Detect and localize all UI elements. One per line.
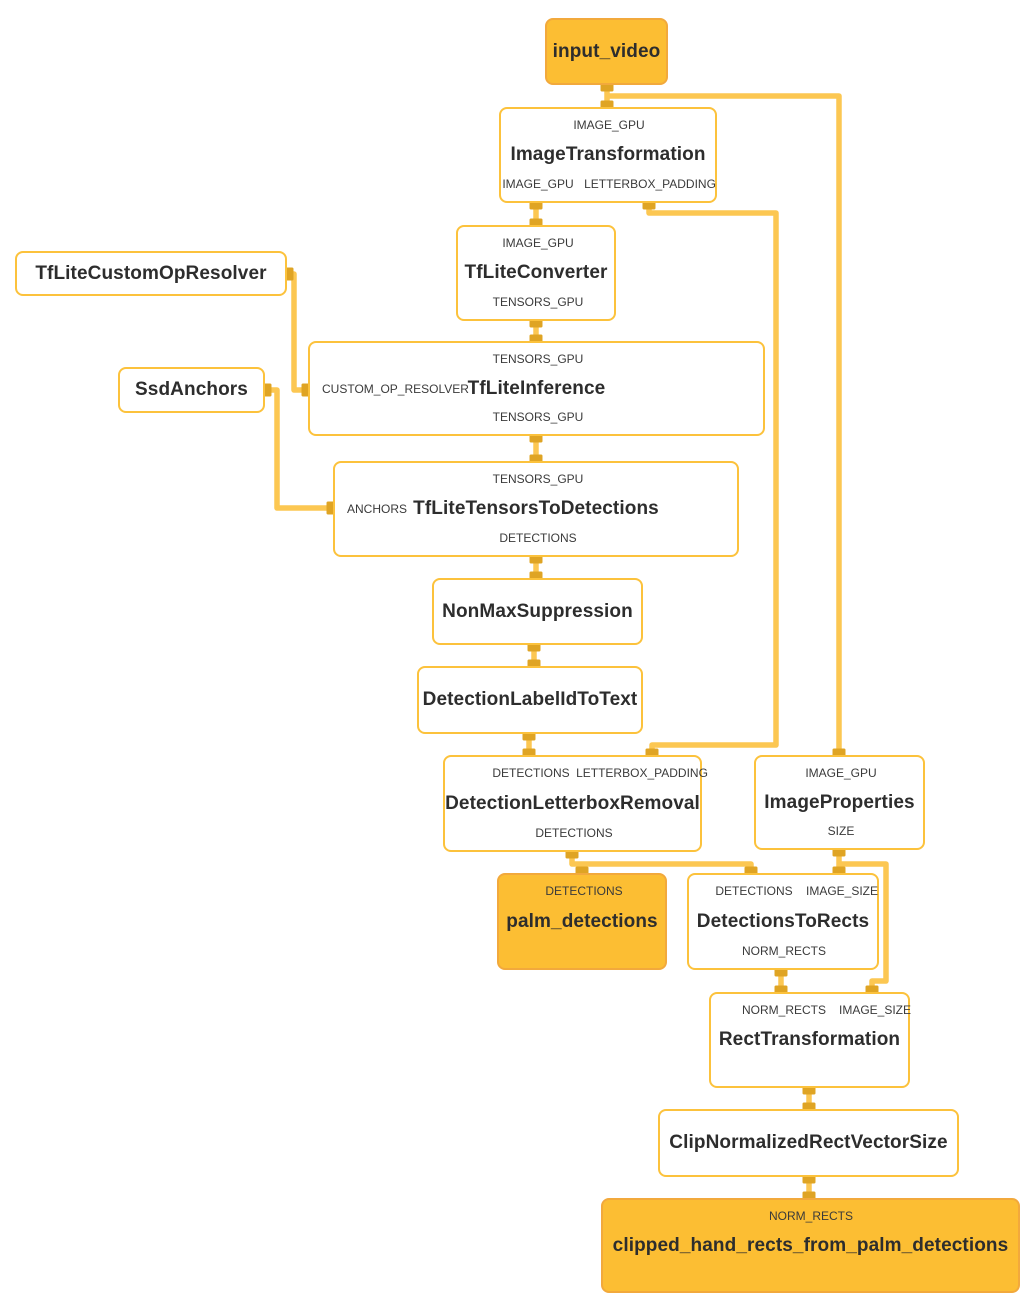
node-title: DetectionLetterboxRemoval (445, 792, 700, 814)
node-ClipNormalizedRectVectorSize[interactable] (658, 1109, 959, 1177)
node-title: SsdAnchors (135, 379, 248, 400)
node-ImageTransformation[interactable] (499, 107, 717, 203)
node-title: TfLiteInference (467, 377, 606, 399)
node-SsdAnchors[interactable] (118, 367, 265, 413)
node-title: ClipNormalizedRectVectorSize (669, 1132, 948, 1153)
edge-TfLiteCustomOpResolver-to-TfLiteInference:CUSTOM_OP_RESOLVER (287, 274, 308, 390)
node-title: DetectionsToRects (696, 910, 870, 932)
node-clipped_hand_rects_from_palm_detections[interactable] (601, 1198, 1020, 1293)
port-label-tensors-gpu: TENSORS_GPU (492, 352, 584, 366)
port-label-image-gpu: IMAGE_GPU (502, 236, 574, 250)
port-label-detections: DETECTIONS (715, 884, 793, 898)
port-label-letterbox-padding: LETTERBOX_PADDING (576, 766, 708, 780)
node-title: ImageProperties (764, 791, 915, 813)
node-DetectionLetterboxRemoval[interactable] (443, 755, 708, 852)
port-label-tensors-gpu: TENSORS_GPU (492, 295, 584, 309)
port-label-custom-op-resolver: CUSTOM_OP_RESOLVER (322, 381, 469, 396)
port-label-detections: DETECTIONS (545, 884, 623, 898)
node-title: NonMaxSuppression (442, 600, 633, 622)
node-input_video[interactable] (545, 18, 668, 85)
port-label-image-size: IMAGE_SIZE (838, 1003, 912, 1017)
node-title: ImageTransformation (510, 144, 706, 165)
node-palm_detections[interactable] (497, 873, 667, 970)
port-label-norm-rects: NORM_RECTS (768, 1209, 854, 1223)
node-title: RectTransformation (718, 1029, 901, 1050)
port-label-norm-rects: NORM_RECTS (741, 1003, 827, 1017)
node-TfLiteInference[interactable] (308, 341, 765, 436)
port-label-image-gpu: IMAGE_GPU (573, 118, 645, 132)
port-label-image-gpu: IMAGE_GPU (805, 766, 877, 780)
node-TfLiteTensorsToDetections[interactable] (333, 461, 739, 557)
port-label-image-size: IMAGE_SIZE (805, 884, 879, 898)
port-label-norm-rects: NORM_RECTS (741, 944, 827, 958)
node-title: palm_detections (506, 910, 658, 932)
port-label-detections: DETECTIONS (499, 531, 577, 545)
node-title: clipped_hand_rects_from_palm_detections (612, 1234, 1009, 1256)
port-label-tensors-gpu: TENSORS_GPU (492, 472, 584, 486)
node-title: TfLiteCustomOpResolver (35, 262, 267, 284)
port-label-detections: DETECTIONS (535, 826, 613, 840)
port-label-detections: DETECTIONS (492, 766, 570, 780)
node-title: DetectionLabelIdToText (422, 689, 638, 710)
node-DetectionLabelIdToText[interactable] (417, 666, 643, 734)
node-title: input_video (552, 40, 661, 62)
port-label-image-gpu: IMAGE_GPU (502, 177, 574, 191)
node-TfLiteConverter[interactable] (456, 225, 616, 321)
node-NonMaxSuppression[interactable] (432, 578, 643, 645)
node-title: TfLiteConverter (464, 262, 608, 283)
port-label-tensors-gpu: TENSORS_GPU (492, 410, 584, 424)
edge-DetectionLetterboxRemoval:DETECTIONS-to-DetectionsToRects:DETECTIONS (572, 852, 751, 873)
port-label-letterbox-padding: LETTERBOX_PADDING (584, 177, 716, 191)
node-ImageProperties[interactable] (754, 755, 925, 850)
node-TfLiteCustomOpResolver[interactable] (15, 251, 287, 296)
port-label-anchors: ANCHORS (347, 502, 408, 516)
node-RectTransformation[interactable] (709, 992, 910, 1088)
node-title: TfLiteTensorsToDetections (413, 498, 659, 519)
node-DetectionsToRects[interactable] (687, 873, 879, 970)
port-label-size: SIZE (827, 824, 855, 838)
